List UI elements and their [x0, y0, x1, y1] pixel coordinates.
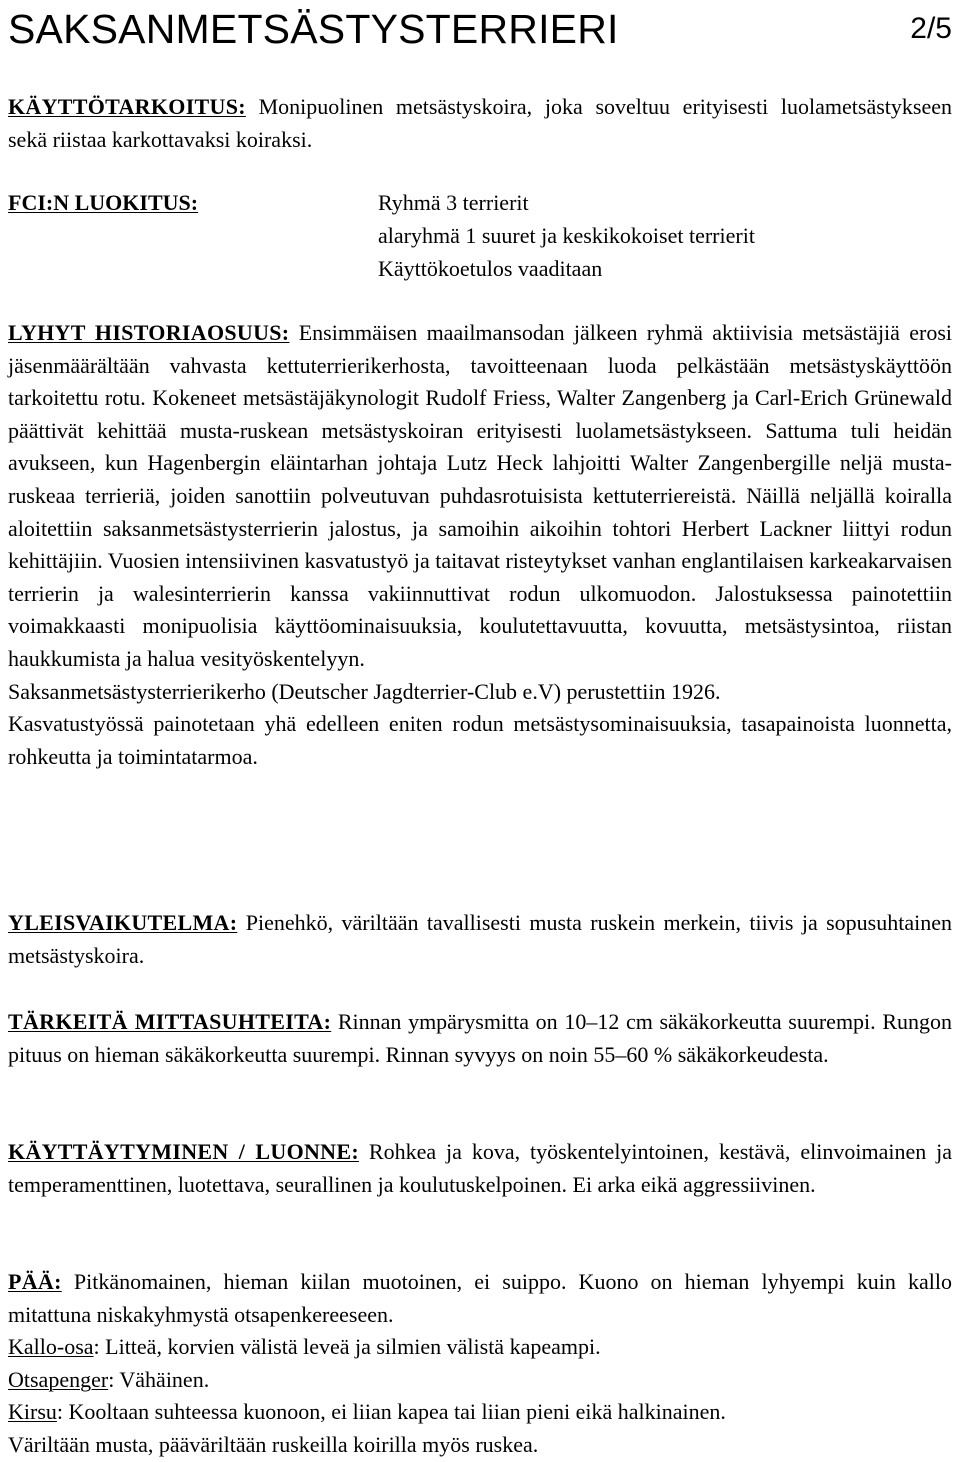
stop-line [8, 1364, 952, 1397]
usage-section [8, 91, 952, 156]
history-text: Ensimmäisen maailmansodan jälkeen ryhmä aktiivisia metsästäjiä erosi jäsenmäärältään vahvasta kettuterrierikerhosta, tavoitteenaan luoda pelkästään metsästyskäyttöön tarkoitettu rotu. Kokeneet metsästäjäkynologit Rudolf Friess, Walter Zangenberg ja Carl-Erich Grünewald päättivät kehittää musta-ruskean metsästyskoiran erityisesti luolametsästykseen. Sattuma tuli heidän avukseen, kun Hagenbergin eläintarhan johtaja Lutz Heck lahjoitti Walter Zangenbergille neljä musta-ruskeaa terrieriä, joiden sanottiin polveutuvan puhdasrotuisista kettuterriereistä. Näillä neljällä koiralla aloitettiin saksanmetsästysterrierin jalostus, ja samoihin aikoihin tohtori Herbert Lackner liittyi rodun kehittäjiin. Vuosien intensiivinen kasvatustyö ja taitavat risteytykset vanhan englantilaisen karkeakarvaisen terrierin ja walesinterrierin kanssa vakiinnuttivat rodun ulkomuodon. Jalostuksessa painotettiin voimakkaasti monipuolisia käyttöominaisuuksia, koulutettavuutta, kovuutta, metsästysintoa, riistan haukkumista ja halua vesityöskentelyyn. [8, 320, 953, 671]
head-section [8, 1266, 952, 1462]
nose-color-line: Väriltään musta, pääväriltään ruskeilla koirilla myös ruskea. [8, 1431, 539, 1457]
temperament-section [8, 1136, 952, 1201]
history-breeding: Kasvatustyössä painotetaan yhä edelleen eniten rodun metsästysominaisuuksia, tasapainoista luonnetta, rohkeutta ja toimintatarmoa. [8, 711, 952, 769]
skull-label: Kallo-osa [8, 1334, 94, 1360]
usage-text: Monipuolinen metsästyskoira, joka soveltuu erityisesti luolametsästykseen sekä riistaa karkottavaksi koiraksi. [8, 94, 952, 152]
general-appearance-section [8, 907, 952, 972]
stop-label: Otsapenger [8, 1366, 109, 1392]
history-paragraph [8, 317, 952, 676]
fci-working-trial: Käyttökoetulos vaaditaan [378, 256, 603, 281]
proportions-section [8, 1006, 952, 1071]
skull-line [8, 1331, 952, 1364]
skull-text: : Litteä, korvien välistä leveä ja silmien välistä kapeampi. [93, 1334, 601, 1360]
history-section [8, 317, 952, 773]
fci-label: FCI:N LUOKITUS: [8, 190, 199, 215]
fci-classification [378, 186, 755, 285]
head-paragraph [8, 1266, 952, 1331]
usage-label: KÄYTTÖTARKOITUS: [8, 94, 246, 119]
nose-line [8, 1396, 952, 1429]
page-header [8, 4, 952, 54]
general-appearance-label: YLEISVAIKUTELMA: [8, 910, 238, 935]
head-label: PÄÄ: [8, 1269, 62, 1294]
nose-label: Kirsu [8, 1399, 57, 1425]
nose-text: : Kooltaan suhteessa kuonoon, ei liian kapea tai liian pieni eikä halkinainen. [56, 1399, 726, 1425]
fci-subgroup: alaryhmä 1 suuret ja keskikokoiset terrierit [378, 223, 755, 248]
temperament-text: Rohkea ja kova, työskentelyintoinen, kestävä, elinvoimainen ja temperamenttinen, luotettava, seurallinen ja koulutuskelpoinen. Ei arka eikä aggressiivinen. [8, 1139, 953, 1197]
history-label: LYHYT HISTORIAOSUUS: [8, 320, 290, 345]
history-club: Saksanmetsästysterrierikerho (Deutscher Jagdterrier-Club e.V) perustettiin 1926. [8, 678, 721, 704]
temperament-label: KÄYTTÄYTYMINEN / LUONNE: [8, 1139, 359, 1164]
general-appearance-text: Pienehkö, väriltään tavallisesti musta ruskein merkein, tiivis ja sopusuhtainen metsästyskoira. [8, 910, 952, 968]
page-number: 2/5 [910, 12, 952, 45]
fci-group: Ryhmä 3 terrierit [378, 190, 529, 215]
proportions-label: TÄRKEITÄ MITTASUHTEITA: [8, 1009, 332, 1034]
stop-text: : Vähäinen. [108, 1366, 210, 1392]
breed-title: SAKSANMETSÄSTYSTERRIERI [8, 6, 619, 52]
head-text: Pitkänomainen, hieman kiilan muotoinen, ei suippo. Kuono on hieman lyhyempi kuin kallo mitattuna niskakyhmystä otsapenkereeseen. [8, 1269, 952, 1327]
proportions-text: Rinnan ympärysmitta on 10–12 cm säkäkorkeutta suurempi. Rungon pituus on hieman säkäkorkeutta suurempi. Rinnan syvyys on noin 55–60 % säkäkorkeudesta. [8, 1009, 952, 1067]
